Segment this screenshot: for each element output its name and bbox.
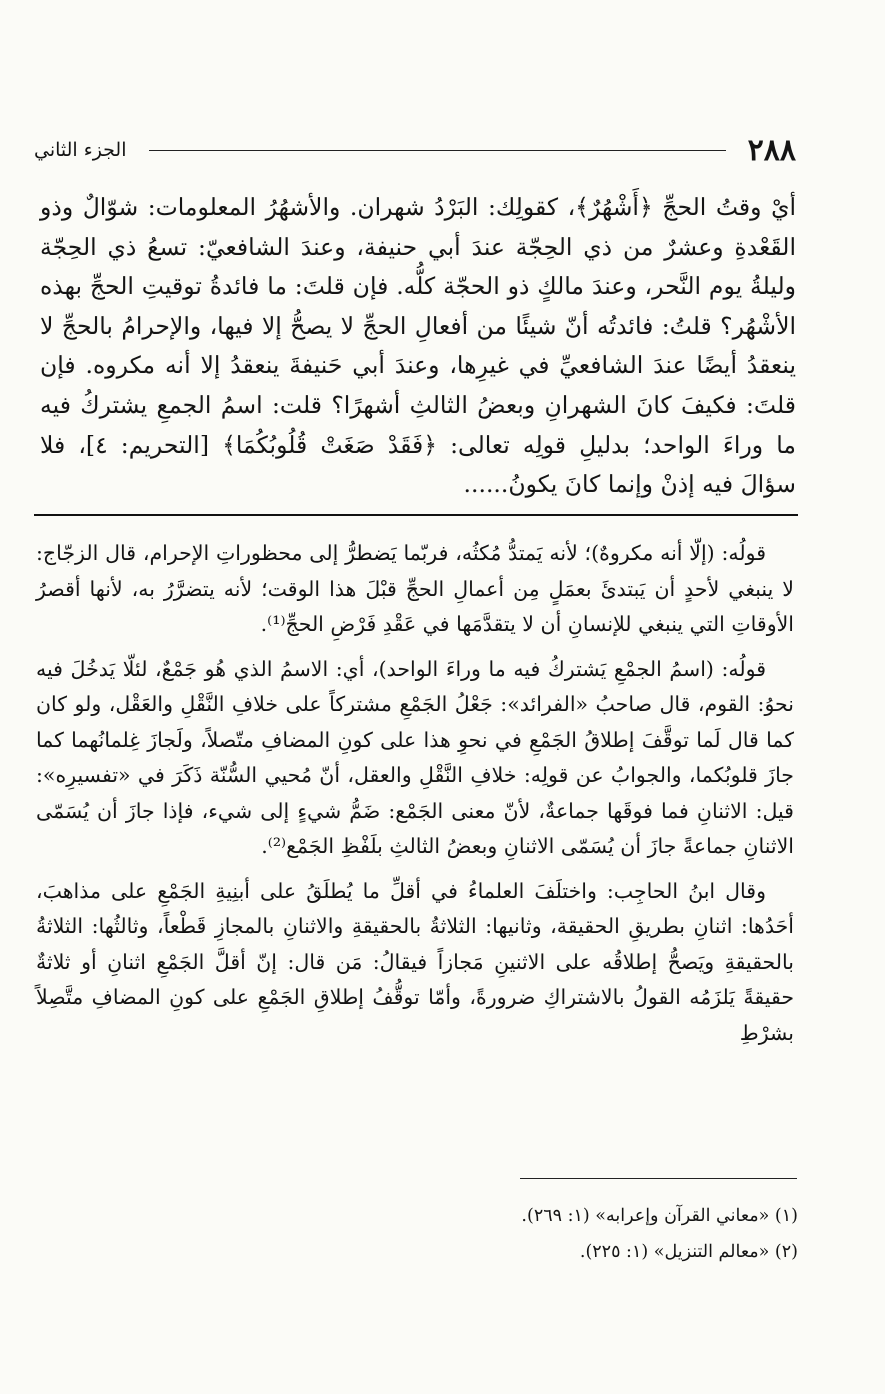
- main-text-divider: [34, 514, 798, 516]
- footnote-divider: [520, 1178, 797, 1179]
- commentary-paragraph: وقال ابنُ الحاجِب: واختلَفَ العلماءُ في أقلِّ ما يُطلَقُ على أبنِيةِ الجَمْعِ على مذاهبَ، أحَدُها: اثنانِ بطريقِ الحقيقة، وثانيها: الثلاثةُ بالحقيقةِ والاثنانِ بالمجازِ قَطْعاً، وثالثُها: الثلاثةُ بالحقيقةِ ويَصحُّ إطلاقُه على الاثنينِ مَجازاً فيقالُ: مَن قال: إنّ أقلَّ الجَمْعِ اثنانِ أو ثلاثةٌ حقيقةً يَلزَمُه القولُ بالاشتراكِ ضرورةً، وأمّا توقُّفُ إطلاقِ الجَمْعِ على كونِ المضافِ متَّصِلاً بشرْطِ: [36, 878, 794, 1045]
- main-text: أيْ وقتُ الحجِّ ﴿أَشْهُرٌ﴾، كقولِك: البَرْدُ شهران. والأشهُرُ المعلومات: شوّالٌ وذو القَعْدةِ وعشرٌ من ذي الحِجّة عندَ أبي حنيفة، وعندَ الشافعيّ: تسعُ ذي الحِجّة وليلةُ يوم النَّحر، وعندَ مالكٍ ذو الحجّة كلُّه. فإن قلتَ: ما فائدةُ توقيتِ الحجِّ بهذه الأشْهُر؟ قلتُ: فائدتُه أنّ شيئًا من أفعالِ الحجِّ لا يصحُّ إلا فيها، والإحرامُ بالحجِّ لا ينعقدُ أيضًا عندَ الشافعيِّ في غيرِها، وعندَ أبي حَنيفةَ ينعقدُ إلا أنه مكروه. فإن قلتَ: فكيفَ كانَ الشهرانِ وبعضُ الثالثِ أشهرًا؟ قلت: اسمُ الجمعِ يشتركُ فيه ما وراءَ الواحد؛ بدليلِ قولِه تعالى: ﴿فَقَدْ صَغَتْ قُلُوبُكُمَا﴾ [التحريم: ٤]، فلا سؤالَ فيه إذنْ وإنما كانَ يكونُ......: [40, 193, 796, 499]
- commentary-paragraph: قولُه: (إلّا أنه مكروهٌ)؛ لأنه يَمتدُّ مُكثُه، فربّما يَضطرُّ إلى محظوراتِ الإحرام، قال الزجّاج: لا ينبغي لأحدٍ أن يَبتدئَ بعمَلٍ مِن أعمالِ الحجِّ قبْلَ هذا الوقت؛ لأنه يتضرَّرُ به، لأنها أقصرُ الأوقاتِ التي ينبغي للإنسانِ أن لا يتقدَّمَها في عَقْدِ فَرْضِ الحجِّ⁽¹⁾.: [36, 541, 794, 636]
- page-header: [34, 128, 796, 172]
- commentary: [36, 536, 794, 1060]
- header-rule: [149, 150, 726, 151]
- running-title: الجزء الثاني: [34, 139, 127, 161]
- footnote: (١) «معاني القرآن وإعرابه» (١: ٢٦٩).: [521, 1206, 798, 1226]
- footnote: (٢) «معالم التنزيل» (١: ٢٢٥).: [579, 1242, 798, 1262]
- page-number: ٢٨٨: [747, 132, 796, 168]
- footnotes: [36, 1198, 798, 1270]
- commentary-paragraph: قولُه: (اسمُ الجمْعِ يَشتركُ فيه ما وراءَ الواحد)، أي: الاسمُ الذي هُو جَمْعٌ، لئلّا يَدخُلَ فيه نحوُ: القوم، قال صاحبُ «الفرائد»: جَعْلُ الجَمْعِ مشتركاً على خلافِ النَّقْلِ والعَقْل، ولو كان كما قال لَما توقَّفَ إطلاقُ الجَمْعِ في نحوِ هذا على كونِ المضافِ متّصلاً، ولَجازَ غِلمانُهما كما جازَ قلوبُكما، والجوابُ عن قولِه: خلافِ النَّقْلِ والعقل، أنّ مُحيي السُّنّة ذَكَرَ في «تفسيرِه»: قيل: الاثنانِ فما فوقَها جماعةٌ، لأنّ معنى الجَمْع: ضَمُّ شيءٍ إلى شيء، فإذا جازَ أن يُسَمّى الاثنانِ جماعةً جازَ أن يُسَمّى الاثنانِ وبعضُ الثالثِ بلَفْظِ الجَمْع⁽²⁾.: [36, 656, 794, 858]
